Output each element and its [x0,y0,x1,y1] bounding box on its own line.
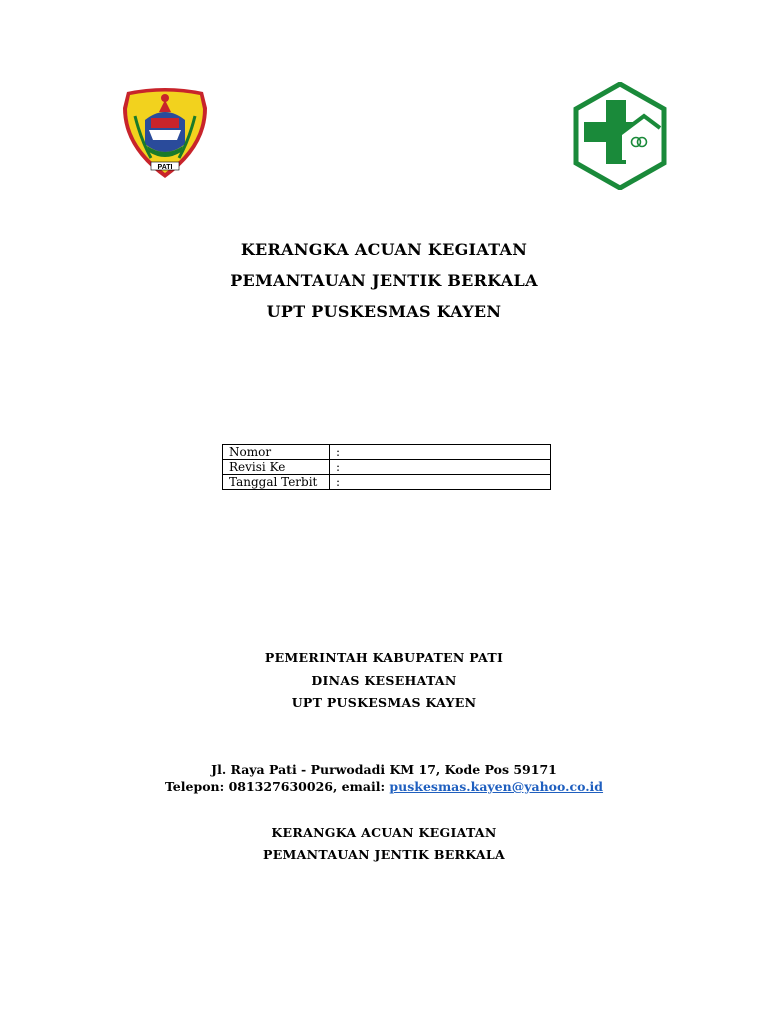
contact-line [0,778,768,795]
table-value-nomor: : [330,445,551,460]
table-label-nomor: Nomor [223,445,330,460]
table-label-tanggal: Tanggal Terbit [223,475,330,490]
pati-regency-crest-icon [121,86,209,180]
gov-line-2: DINAS KESEHATAN [311,672,457,688]
bottom-title [0,823,768,867]
crest-caption: PATI [157,164,173,171]
table-row [223,460,551,475]
gov-line-3: UPT PUSKESMAS KAYEN [291,695,477,710]
title-line-3: UPT PUSKESMAS KAYEN [266,302,502,321]
bottom-line-2: PEMANTAUAN JENTIK BERKALA [263,847,505,862]
title-line-1: KERANGKA ACUAN KEGIATAN [240,240,528,259]
table-label-revisi: Revisi Ke [223,460,330,475]
title-line-2: PEMANTAUAN JENTIK BERKALA [230,271,538,290]
table-row [223,475,551,490]
bottom-line-1: KERANGKA ACUAN KEGIATAN [271,825,497,840]
phone-text: Telepon: 081327630026, email: [164,779,390,794]
health-ministry-logo-icon [572,82,668,190]
government-header [0,648,768,716]
address-block [0,761,768,795]
gov-line-1: PEMERINTAH KABUPATEN PATI [264,650,504,665]
email-link[interactable]: puskesmas.kayen@yahoo.co.id [389,779,604,794]
street-address: Jl. Raya Pati - Purwodadi KM 17, Kode Pos 59171 [211,762,557,777]
table-row [223,445,551,460]
table-value-revisi: : [330,460,551,475]
document-title [0,238,768,331]
table-value-tanggal: : [330,475,551,490]
document-info-table [222,444,551,490]
